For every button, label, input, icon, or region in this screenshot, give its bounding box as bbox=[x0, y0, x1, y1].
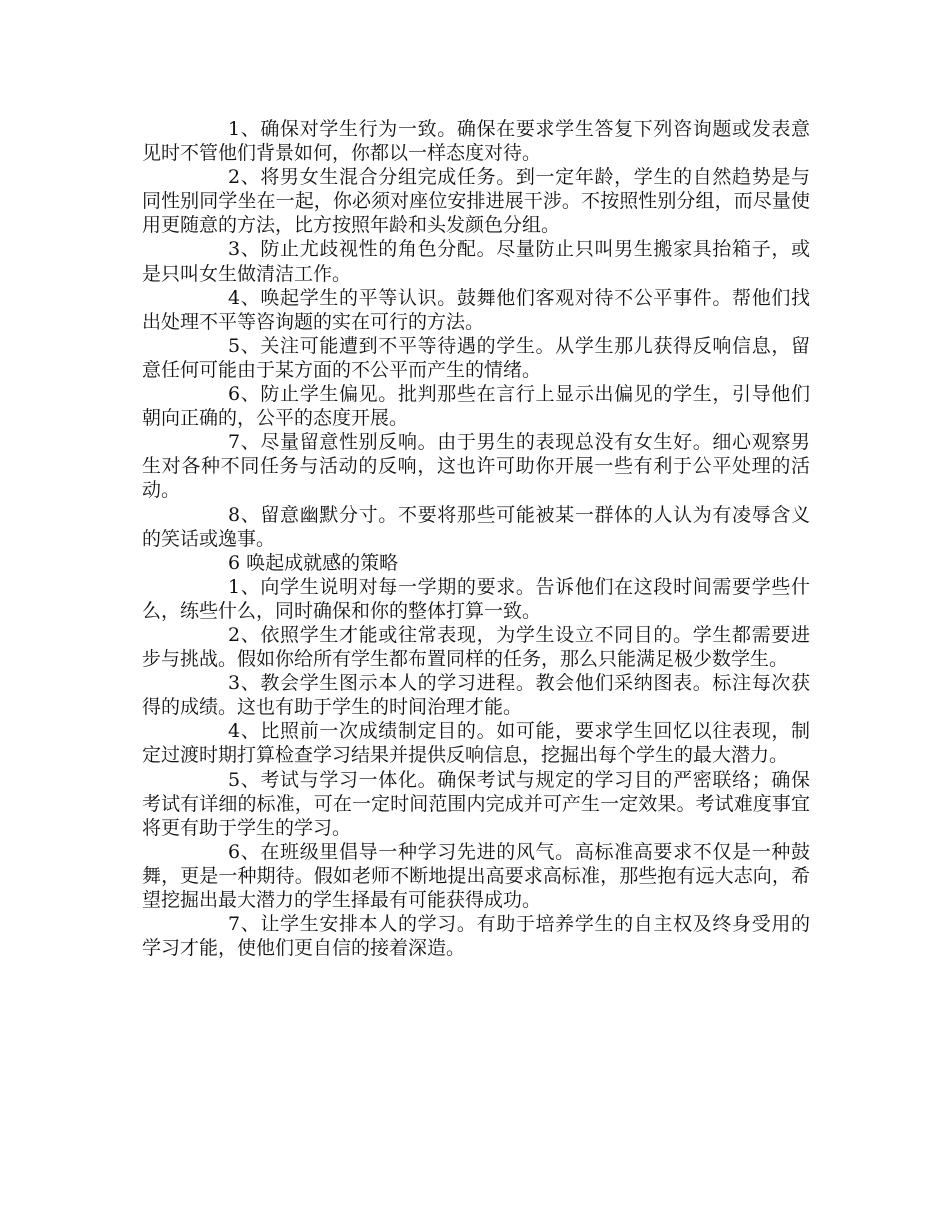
paragraph-unequal-treatment: 5、关注可能遭到不平等待遇的学生。从学生那儿获得反响信息，留意任何可能由于某方面的不公平而产生的情绪。 bbox=[142, 334, 810, 381]
paragraph-term-requirements: 1、向学生说明对每一学期的要求。告诉他们在这段时间需要学些什么，练些什么，同时确保和你的整体打算一致。 bbox=[142, 575, 810, 622]
paragraph-progress-chart: 3、教会学生图示本人的学习进程。教会他们采纳图表。标注每次获得的成绩。这也有助于学生的时间治理才能。 bbox=[142, 672, 810, 719]
section-heading: 6 唤起成就感的策略 bbox=[228, 551, 399, 574]
paragraph-previous-results: 4、比照前一次成绩制定目的。如可能，要求学生回忆以往表现，制定过渡时期打算检查学习结果并提供反响信息，挖掘出每个学生的最大潜力。 bbox=[142, 720, 810, 767]
paragraph-gender-feedback: 7、尽量留意性别反响。由于男生的表现总没有女生好。细心观察男生对各种不同任务与活动的反响，这也许可助你开展一些有利于公平处理的活动。 bbox=[142, 431, 810, 502]
paragraph-equality-awareness: 4、唤起学生的平等认识。鼓舞他们客观对待不公平事件。帮他们找出处理不平等咨询题的实在可行的方法。 bbox=[142, 286, 810, 333]
paragraph-equal-treatment: 1、确保对学生行为一致。确保在要求学生答复下列咨询题或发表意见时不管他们背景如何，你都以一样态度对待。 bbox=[142, 118, 810, 165]
paragraph-mixed-grouping: 2、将男女生混合分组完成任务。到一定年龄，学生的自然趋势是与同性别同学坐在一起，你必须对座位安排进展干涉。不按照性别分组，而尽量使用更随意的方法，比方按照年龄和头发颜色分组。 bbox=[142, 166, 810, 237]
paragraph-prevent-prejudice: 6、防止学生偏见。批判那些在言行上显示出偏见的学生，引导他们朝向正确的，公平的态度开展。 bbox=[142, 383, 810, 430]
paragraph-self-planning: 7、让学生安排本人的学习。有助于培养学生的自主权及终身受用的学习才能，使他们更自信的接着深造。 bbox=[142, 913, 810, 960]
paragraph-different-goals: 2、依照学生才能或往常表现，为学生设立不同目的。学生都需要进步与挑战。假如你给所有学生都布置同样的任务，那么只能满足极少数学生。 bbox=[142, 623, 810, 671]
paragraph-exam-integration: 5、考试与学习一体化。确保考试与规定的学习目的严密联络；确保考试有详细的标准，可在一定时间范围内完成并可产生一定效果。考试难度事宜将更有助于学生的学习。 bbox=[142, 768, 810, 839]
document-body bbox=[142, 117, 810, 960]
paragraph-class-atmosphere: 6、在班级里倡导一种学习先进的风气。高标准高要求不仅是一种鼓舞，更是一种期待。假如老师不断地提出高要求高标准，那些抱有远大志向，希望挖掘出最大潜力的学生择最有可能获得成功。 bbox=[142, 840, 810, 911]
paragraph-humor: 8、留意幽默分寸。不要将那些可能被某一群体的人认为有凌辱含义的笑话或逸事。 bbox=[142, 503, 810, 550]
paragraph-role-assignment: 3、防止尤歧视性的角色分配。尽量防止只叫男生搬家具抬箱子，或是只叫女生做清洁工作。 bbox=[142, 238, 810, 285]
